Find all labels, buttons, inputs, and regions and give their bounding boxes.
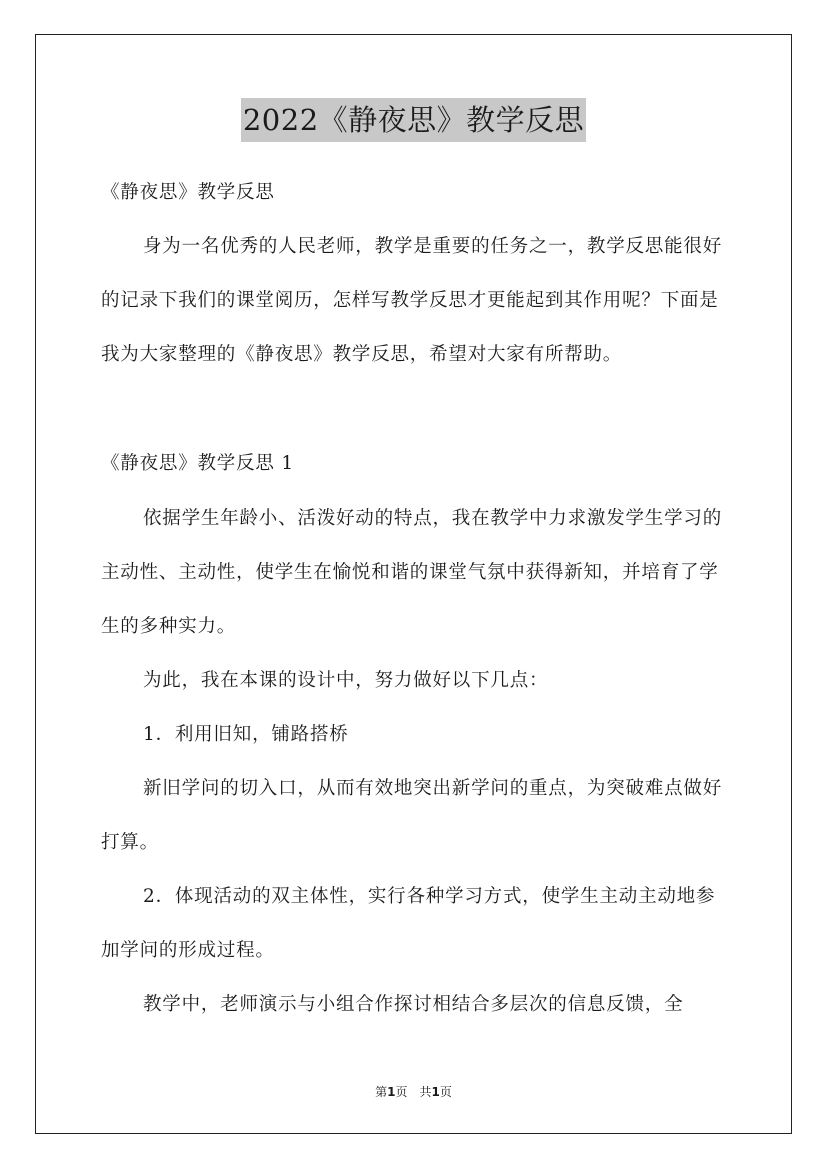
footer-page-total: 1: [431, 1085, 440, 1099]
intro-paragraph: 身为一名优秀的人民老师，教学是重要的任务之一，教学反思能很好的记录下我们的课堂阅历，怎样写教学反思才更能起到其作用呢？下面是我为大家整理的《静夜思》教学反思，希望对大家有所帮助。: [101, 236, 723, 365]
page-footer: [0, 1083, 827, 1101]
paragraph-1: 依据学生年龄小、活泼好动的特点，我在教学中力求激发学生学习的主动性、主动性，使学生在愉悦和谐的课堂气氛中获得新知，并培育了学生的多种实力。: [101, 508, 723, 637]
paragraph-3: 新旧学问的切入口，从而有效地突出新学问的重点，为突破难点做好打算。: [101, 778, 723, 853]
paragraph-2: 为此，我在本课的设计中，努力做好以下几点：: [143, 670, 549, 691]
document-title: 2022《静夜思》教学反思: [241, 98, 586, 142]
footer-mid: 页 共: [395, 1085, 432, 1099]
point-2: 2．体现活动的双主体性，实行各种学习方式，使学生主动主动地参加学问的形成过程。: [101, 886, 716, 961]
footer-page-current: 1: [387, 1085, 396, 1099]
point-1: 1．利用旧知，铺路搭桥: [143, 724, 349, 745]
section-heading-intro: 《静夜思》教学反思: [101, 182, 275, 203]
footer-suffix: 页: [439, 1085, 452, 1099]
footer-prefix: 第: [375, 1085, 388, 1099]
title-wrap: [0, 98, 827, 142]
section-heading-1: 《静夜思》教学反思 1: [101, 453, 294, 474]
paragraph-4: 教学中，老师演示与小组合作探讨相结合多层次的信息反馈，全: [143, 994, 684, 1015]
